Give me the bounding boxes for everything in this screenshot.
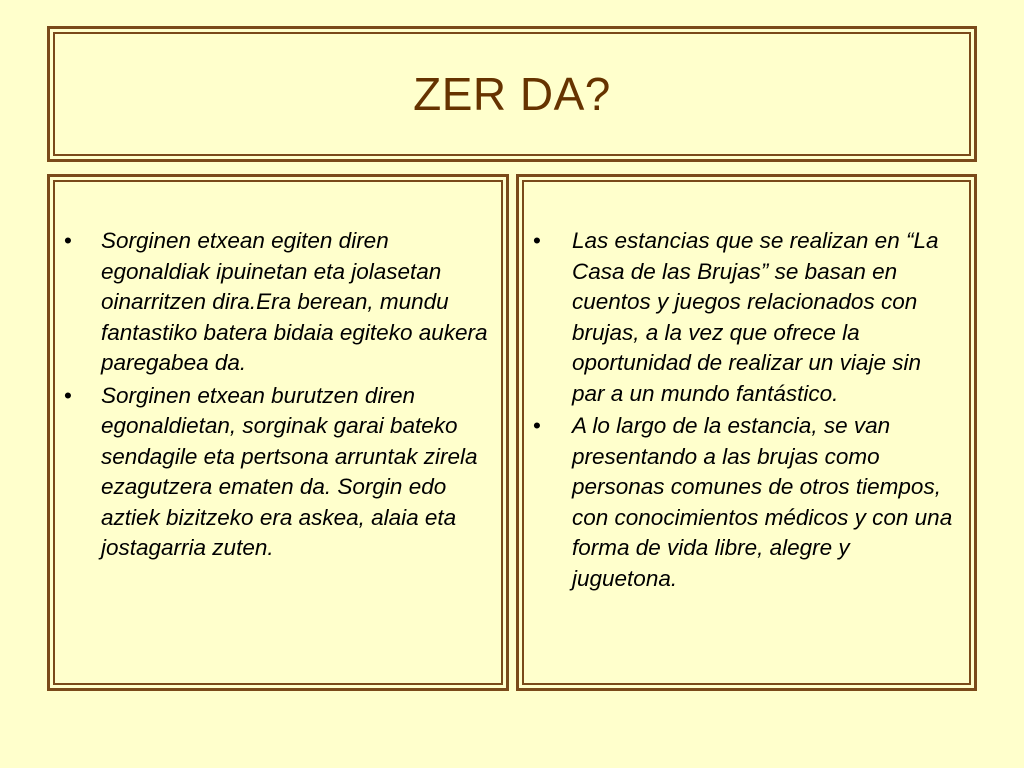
left-bullet-list bbox=[55, 226, 491, 564]
bullet-marker: • bbox=[64, 228, 72, 253]
right-bullet-list bbox=[524, 226, 959, 594]
left-text-box bbox=[47, 174, 509, 691]
list-item bbox=[55, 226, 491, 379]
list-item bbox=[55, 381, 491, 564]
left-text-box-inner bbox=[53, 180, 503, 685]
list-item bbox=[524, 411, 959, 594]
title-box-inner bbox=[53, 32, 971, 156]
right-text-box bbox=[516, 174, 977, 691]
bullet-text: Sorginen etxean egiten diren egonaldiak ipuinetan eta jolasetan oinarritzen dira.Era berean, mundu fantastiko batera bidaia egiteko aukera paregabea da. bbox=[101, 228, 488, 375]
slide-title: ZER DA? bbox=[413, 68, 611, 120]
bullet-text: A lo largo de la estancia, se van presentando a las brujas como personas comunes de otros tiempos, con conocimientos médicos y con una forma de vida libre, alegre y juguetona. bbox=[572, 413, 953, 591]
bullet-marker: • bbox=[533, 413, 541, 438]
title-box bbox=[47, 26, 977, 162]
right-text-box-inner bbox=[522, 180, 971, 685]
list-item bbox=[524, 226, 959, 409]
bullet-marker: • bbox=[533, 228, 541, 253]
bullet-text: Sorginen etxean burutzen diren egonaldietan, sorginak garai bateko sendagile eta pertsona arruntak zirela ezagutzera ematen da. Sorgin edo aztiek bizitzeko era askea, alaia eta jostagarria zuten. bbox=[101, 382, 478, 560]
bullet-marker: • bbox=[64, 382, 72, 408]
bullet-text: Las estancias que se realizan en “La Casa de las Brujas” se basan en cuentos y juegos relacionados con brujas, a la vez que ofrece la oportunidad de realizar un viaje sin par a un mundo fantástico. bbox=[572, 228, 939, 406]
